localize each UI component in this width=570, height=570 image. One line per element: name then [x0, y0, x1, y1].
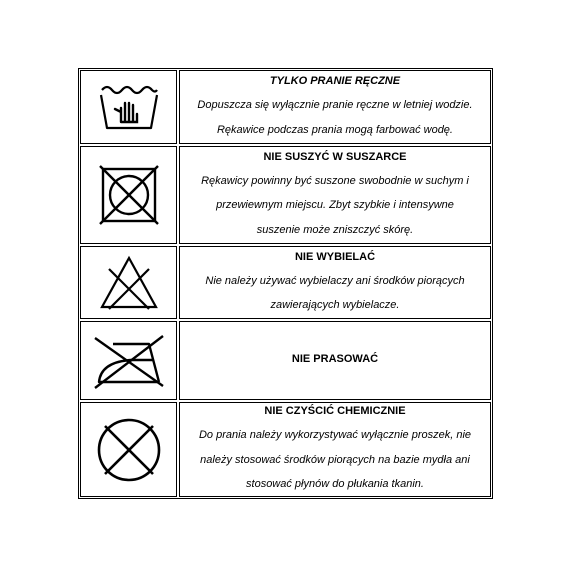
table-row: [79, 320, 492, 401]
instruction-title: NIE PRASOWAĆ: [291, 353, 379, 365]
icon-cell: [80, 402, 177, 497]
no-tumble-dry-icon: [98, 164, 160, 226]
instruction-text-cell: [179, 70, 491, 144]
instruction-title: NIE WYBIELAĆ: [294, 250, 376, 263]
instruction-title: NIE CZYŚCIĆ CHEMICZNIE: [264, 405, 406, 418]
instruction-line: Rękawicy powinny być suszone swobodnie w suchym i: [201, 174, 469, 187]
no-bleach-icon: [99, 255, 159, 311]
instruction-line: zawierających wybielacze.: [270, 299, 400, 311]
table-row: [79, 401, 492, 498]
hand-wash-icon: [99, 82, 159, 132]
table-row: [79, 245, 492, 320]
instruction-line: przewiewnym miejscu. Zbyt szybkie i intensywne: [216, 199, 454, 212]
instruction-text-cell: [179, 146, 491, 244]
no-dry-clean-icon: [95, 416, 163, 484]
instruction-title: NIE SUSZYĆ W SUSZARCE: [263, 150, 407, 163]
instruction-text-cell: [179, 321, 491, 400]
instruction-text-cell: [179, 246, 491, 319]
instruction-line: Nie należy używać wybielaczy ani środków piorących: [205, 274, 465, 287]
no-iron-icon: [91, 332, 167, 390]
instruction-title: TYLKO PRANIE RĘCZNE: [269, 75, 401, 87]
icon-cell: [80, 321, 177, 400]
icon-cell: [80, 246, 177, 319]
instruction-line: stosować płynów do płukania tkanin.: [246, 478, 424, 491]
instruction-line: Dopuszcza się wyłącznie pranie ręczne w letniej wodzie.: [197, 99, 473, 111]
instruction-line: należy stosować środków piorących na bazie mydła ani: [200, 453, 470, 466]
care-instructions-table: [78, 68, 493, 499]
table-row: [79, 145, 492, 245]
icon-cell: [80, 146, 177, 244]
instruction-text-cell: [179, 402, 491, 497]
instruction-line: Do prania należy wykorzystywać wyłącznie proszek, nie: [198, 429, 472, 442]
icon-cell: [80, 70, 177, 144]
table-row: [79, 69, 492, 145]
instruction-line: suszenie może zniszczyć skórę.: [256, 223, 414, 236]
instruction-line: Rękawice podczas prania mogą farbować wodę.: [216, 123, 453, 136]
